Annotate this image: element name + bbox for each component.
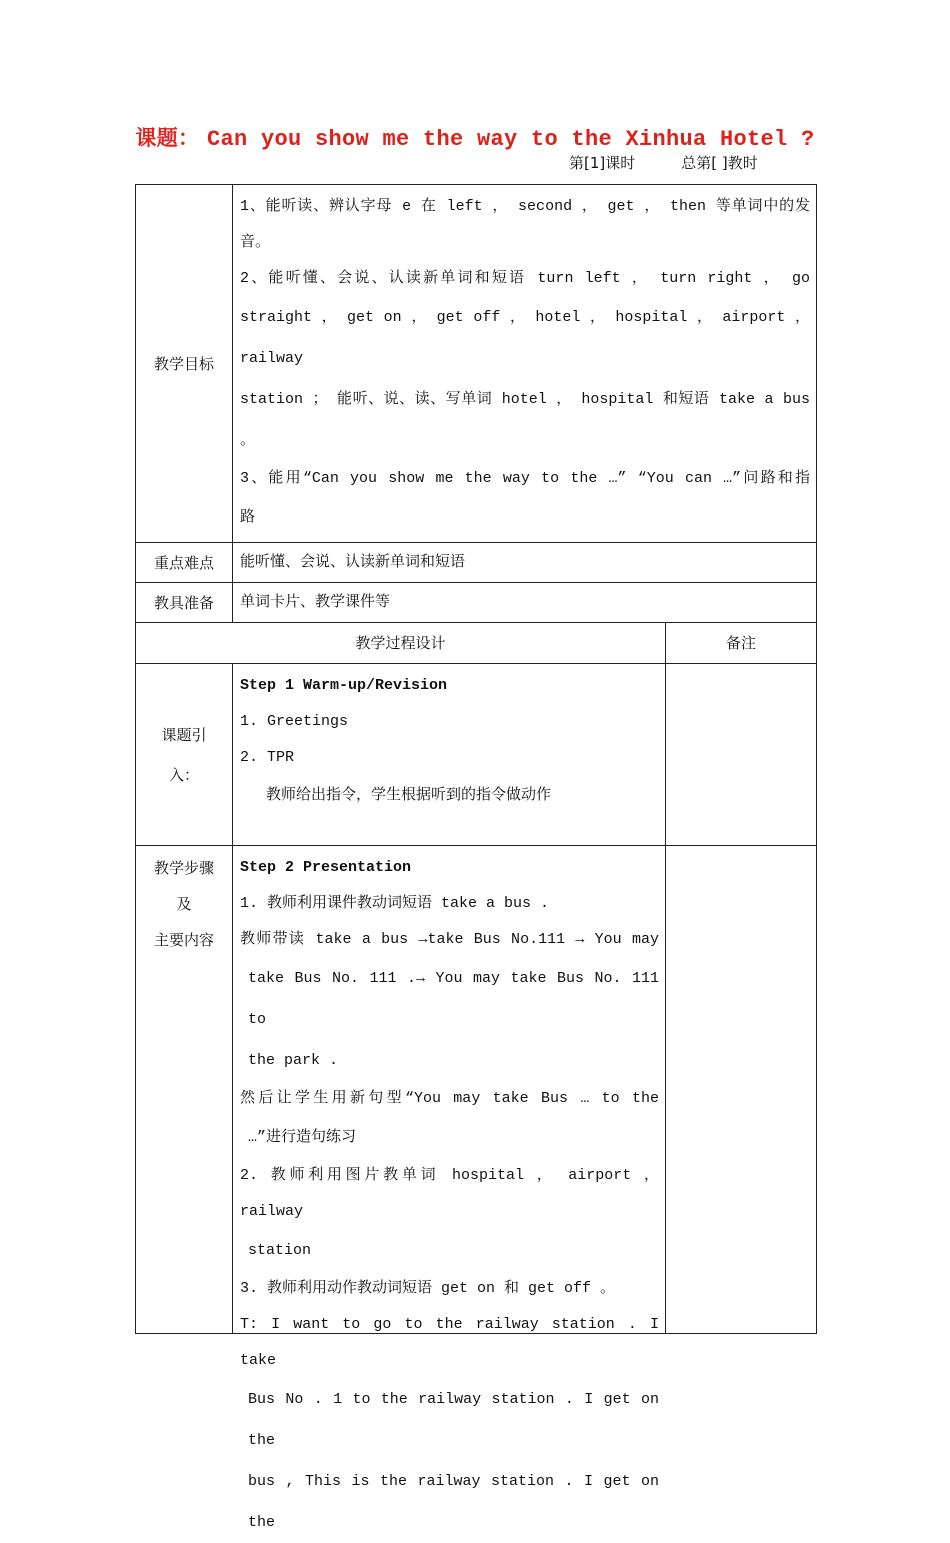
step2-title: Step 2 Presentation xyxy=(240,859,412,876)
key-points-row xyxy=(136,543,817,583)
steps-label-line: 主要内容 xyxy=(153,931,214,949)
steps-content xyxy=(233,846,666,1531)
objective-line: 1、能听读、辨认字母 e 在 left ， second ， get ， then 等单词中的发音。 xyxy=(240,198,810,251)
intro-content xyxy=(233,664,666,846)
steps-notes xyxy=(666,846,817,1334)
intro-item: 1. Greetings xyxy=(240,713,349,730)
steps-label xyxy=(136,846,233,1334)
step1-title: Step 1 Warm-up/Revision xyxy=(240,677,448,694)
step-line: take Bus No. 111 .→ You may take Bus No. 111 to xyxy=(248,970,659,1028)
objectives-content xyxy=(233,185,817,543)
step-line: Bus No . 1 to the railway station . I get on the xyxy=(248,1391,659,1449)
step-line: 2. 教师利用图片教单词 hospital ， airport ， railway xyxy=(240,1167,659,1220)
materials-content: 单词卡片、教学课件等 xyxy=(233,583,817,623)
intro-label-line: 入： xyxy=(168,765,199,784)
intro-detail: 教师给出指令，学生根据听到的指令做动作 xyxy=(266,785,552,803)
period-number: 第[1]课时 xyxy=(569,154,636,172)
objective-line: 路 xyxy=(240,509,256,526)
objective-line: station ； 能听、说、读、写单词 hotel ， hospital 和短语 take a bus 。 xyxy=(240,391,810,449)
materials-row xyxy=(136,583,817,623)
key-points-content: 能听懂、会说、认读新单词和短语 xyxy=(233,543,817,583)
title-text: Can you show me the way to the Xinhua Hotel ? xyxy=(206,127,815,152)
notes-header: 备注 xyxy=(666,623,817,664)
title-label: 课题： xyxy=(135,126,200,150)
step-line: …”进行造句练习 xyxy=(248,1129,357,1146)
steps-label-line: 教学步骤 xyxy=(153,859,214,877)
intro-row xyxy=(136,664,817,846)
step-line: 3. 教师利用动作教动词短语 get on 和 get off 。 xyxy=(240,1280,616,1297)
objectives-row xyxy=(136,185,817,543)
objectives-label: 教学目标 xyxy=(136,185,233,543)
step-line: T: I want to go to the railway station . I take xyxy=(240,1316,659,1369)
process-design-header: 教学过程设计 xyxy=(136,623,666,664)
intro-label xyxy=(136,664,233,846)
materials-label: 教具准备 xyxy=(136,583,233,623)
step-line: 1. 教师利用课件教动词短语 take a bus . xyxy=(240,895,550,912)
lesson-plan-table xyxy=(135,184,817,1531)
objective-line: 3、能用“Can you show me the way to the …” “You can …”问路和指 xyxy=(240,470,810,487)
step-line: 然后让学生用新句型“You may take Bus … to the xyxy=(240,1090,659,1107)
objective-line: straight ， get on ， get off ， hotel ， hospital ， airport ， railway xyxy=(240,309,810,367)
steps-row xyxy=(136,846,817,1334)
intro-label-line: 课题引 xyxy=(161,725,207,744)
objective-line: 2、能听懂、会说、认读新单词和短语 turn left ， turn right ， go xyxy=(240,270,810,287)
intro-item: 2. TPR xyxy=(240,749,295,766)
lesson-title xyxy=(0,122,950,152)
process-header-row xyxy=(136,623,817,664)
intro-notes xyxy=(666,664,817,846)
total-period: 总第[ ]教时 xyxy=(681,154,758,172)
step-line: station xyxy=(248,1242,312,1259)
period-info xyxy=(569,152,758,173)
step-line: the park . xyxy=(248,1052,339,1069)
steps-label-line: 及 xyxy=(176,895,192,913)
step-line: bus , This is the railway station . I get on the xyxy=(248,1473,659,1531)
step-line: 教师带读 take a bus →take Bus No.111 → You may xyxy=(240,931,659,948)
key-points-label: 重点难点 xyxy=(136,543,233,583)
